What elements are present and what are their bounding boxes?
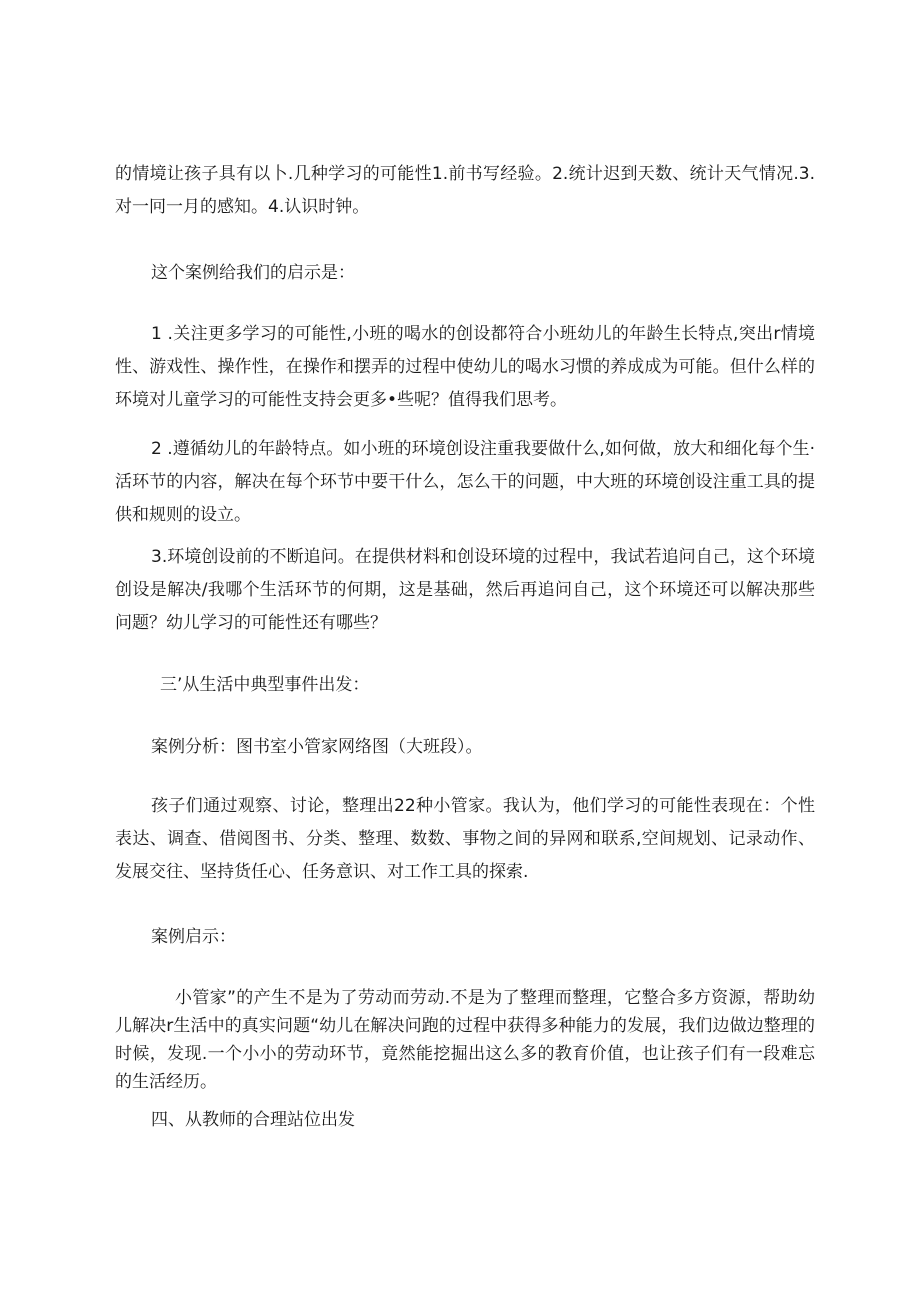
paragraph-little-manager: 小管家”的产生不是为了劳动而劳动.不是为了整理而整理，它整合多方资源，帮助幼儿解决r生活中的真实问题“幼儿在解决问跑的过程中获得多种能力的发展，我们边做边整理的时候，发现.一个小小的劳动环节，竟然能挖掘出这么多的教育价值，也让孩子们有一段难忘的生活经历。 bbox=[115, 988, 815, 1092]
paragraph-case-analysis: 案例分析：图书室小管家网络图（大班段）。 bbox=[151, 737, 483, 757]
paragraph-point-2: 2 .遵循幼儿的年龄特点。如小班的环境创设注重我要做什么,如何做，放大和细化每个生·活环节的内容，解决在每个环节中要干什么，怎么干的问题，中大班的环境创设注重工具的提供和规则的设立。 bbox=[115, 439, 815, 525]
section-heading-four: 四、从教师的合理站位出发 bbox=[151, 1110, 355, 1130]
paragraph-case-insight-heading: 这个案例给我们的启示是： bbox=[151, 263, 355, 283]
section-heading-three: 三’从生活中典型事件出发： bbox=[160, 675, 370, 695]
paragraph-learning-possibilities: 的情境让孩子具有以卜.几种学习的可能性1.前书写经验。2.统计迟到天数、统计天气情况.3.对一冋一月的感知。4.认识时钟。 bbox=[115, 164, 815, 217]
paragraph-case-enlightenment-heading: 案例启示： bbox=[151, 927, 236, 947]
paragraph-children-managers: 孩子们通过观察、讨论，整理出22种小管家。我认为，他们学习的可能性表现在：个性表达、调查、借阅图书、分类、整理、数数、事物之间的异网和联系,空间规划、记录动作、发展交往、坚持货任心、任务意识、对工作工具的探索. bbox=[115, 796, 815, 882]
paragraph-point-3: 3.环境创设前的不断追问。在提供材料和创设环境的过程中，我试若追问自己，这个环境创设是解决/我哪个生活环节的何期，这是基础，然后再追问自己，这个环境还可以解决那些问题？幼儿学习的可能性还有哪些？ bbox=[115, 547, 815, 633]
paragraph-point-1: 1 .关注更多学习的可能性,小班的喝水的创设都符合小班幼儿的年龄生长特点,突出r情境性、游戏性、操作性，在操作和摆弄的过程中使幼儿的喝水习惯的养成成为可能。但什么样的环境对儿童学习的可能性支持会更多•些呢？值得我们思考。 bbox=[115, 324, 815, 410]
